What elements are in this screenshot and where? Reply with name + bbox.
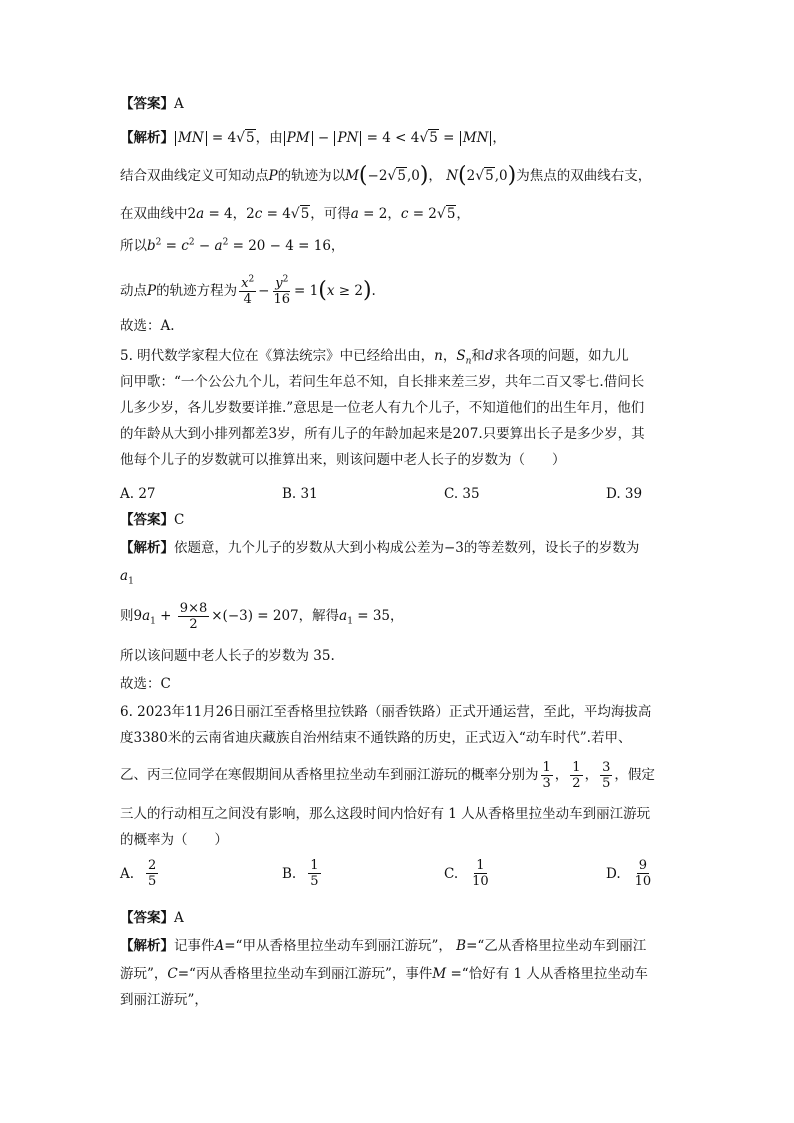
q6-stem-line-2: 度3380米的云南省迪庆藏族自治州结束不通铁路的历史，正式迈入“动车时代”.若甲、 <box>120 730 632 746</box>
q6-option-d: D. $\frac{9}{10}$ <box>606 858 652 889</box>
q6-analysis-line-3: 到丽江游玩”， <box>120 992 208 1008</box>
q5-stem-line-5: 他每个儿子的岁数就可以推算出来，则该问题中老人长子的岁数为（ ） <box>120 452 566 468</box>
q5-stem-line-4: 的年龄从大到小排列都差3岁，所有儿子的年龄加起来是207.只要算出长子是多少岁，其 <box>120 426 645 442</box>
q5-option-a: A. 27 <box>120 486 156 502</box>
q6-stem-line-4: 三人的行动相互之间没有影响，那么这段时间内恰好有 1 人从香格里拉坐动车到丽江游玩 <box>120 806 651 822</box>
q6-stem-line-5: 的概率为（ ） <box>120 832 228 848</box>
q6-answer-line: 【答案】A <box>120 910 184 926</box>
q5-conclusion-line: 故选：C <box>120 676 171 692</box>
q6-option-a: A. $\frac{2}{5}$ <box>120 858 157 889</box>
q5-stem-line-3: 儿多少岁，各儿岁数要详推.”意思是一位老人有九个儿子，不知道他们的出生年月，他们 <box>120 400 645 416</box>
q5-analysis-line-2: $a_1$ <box>120 568 134 587</box>
analysis-line-5: 所以$b^2 = c^2 - a^2 = 20 - 4 = 16$， <box>120 237 345 254</box>
analysis-line-3: 结合双曲线定义可知动点P的轨迹为以M(−2√5,0)， N(2√5,0)为焦点的双曲线右支， <box>120 163 652 188</box>
conclusion-line: 故选：A. <box>120 318 175 334</box>
q6-analysis-line-2: 游玩”，C=“丙从香格里拉坐动车到丽江游玩”，事件M =“恰好有 1 人从香格里拉坐动车 <box>120 966 648 982</box>
answer-line: 【答案】A <box>120 96 184 112</box>
q6-option-b: B. $\frac{1}{5}$ <box>282 858 319 889</box>
q5-final-line: 所以该问题中老人长子的岁数为 35. <box>120 648 335 664</box>
analysis-line-4: 在双曲线中2a = 4，2c = 4√5，可得a = 2，c = 2√5， <box>120 206 470 222</box>
q5-answer-line: 【答案】C <box>120 512 185 528</box>
q5-equation-line: 则$9a_1$ + $\frac{9\times 8}{2}$ ×(−3) = 207，解得$a_1 = 35$， <box>120 601 404 632</box>
q5-analysis-line-1: 【解析】依题意，九个儿子的岁数从大到小构成公差为−3的等差数列，设长子的岁数为 <box>120 540 640 556</box>
q5-stem-line-1: 5. 明代数学家程大位在《算法统宗》中已经给出由，n，$S_n$和d求各项的问题，如九儿 <box>120 348 629 367</box>
analysis-line-6: 动点P的轨迹方程为 $\frac{x^2}{4}$ − $\frac{y^2}{16}$ = 1(x ≥ 2). <box>120 274 376 307</box>
analysis-line: 【解析】 MN = 4√5，由 PM − PN = 4 < 4√5 = MN ， <box>120 130 506 146</box>
q6-option-c: C. $\frac{1}{10}$ <box>444 858 489 889</box>
q6-stem-line-3: 乙、丙三位同学在寒假期间从香格里拉坐动车到丽江游玩的概率分别为 $\frac{1}{3}$ ， $\frac{1}{2}$ ， $\frac{3}{5}$ ，假定 <box>120 760 655 791</box>
q5-option-c: C. 35 <box>444 486 480 502</box>
q5-stem-line-2: 问甲歌：“一个公公九个儿，若问生年总不知，自长排来差三岁，共年二百又零七.借问长 <box>120 374 645 390</box>
q6-stem-line-1: 6. 2023年11月26日丽江至香格里拉铁路（丽香铁路）正式开通运营，至此，平均海拔高 <box>120 704 652 720</box>
q6-analysis-line-1: 【解析】记事件A=“甲从香格里拉坐动车到丽江游玩”， B=“乙从香格里拉坐动车到丽江 <box>120 938 647 954</box>
q5-option-d: D. 39 <box>606 486 643 502</box>
q5-option-b: B. 31 <box>282 486 318 502</box>
